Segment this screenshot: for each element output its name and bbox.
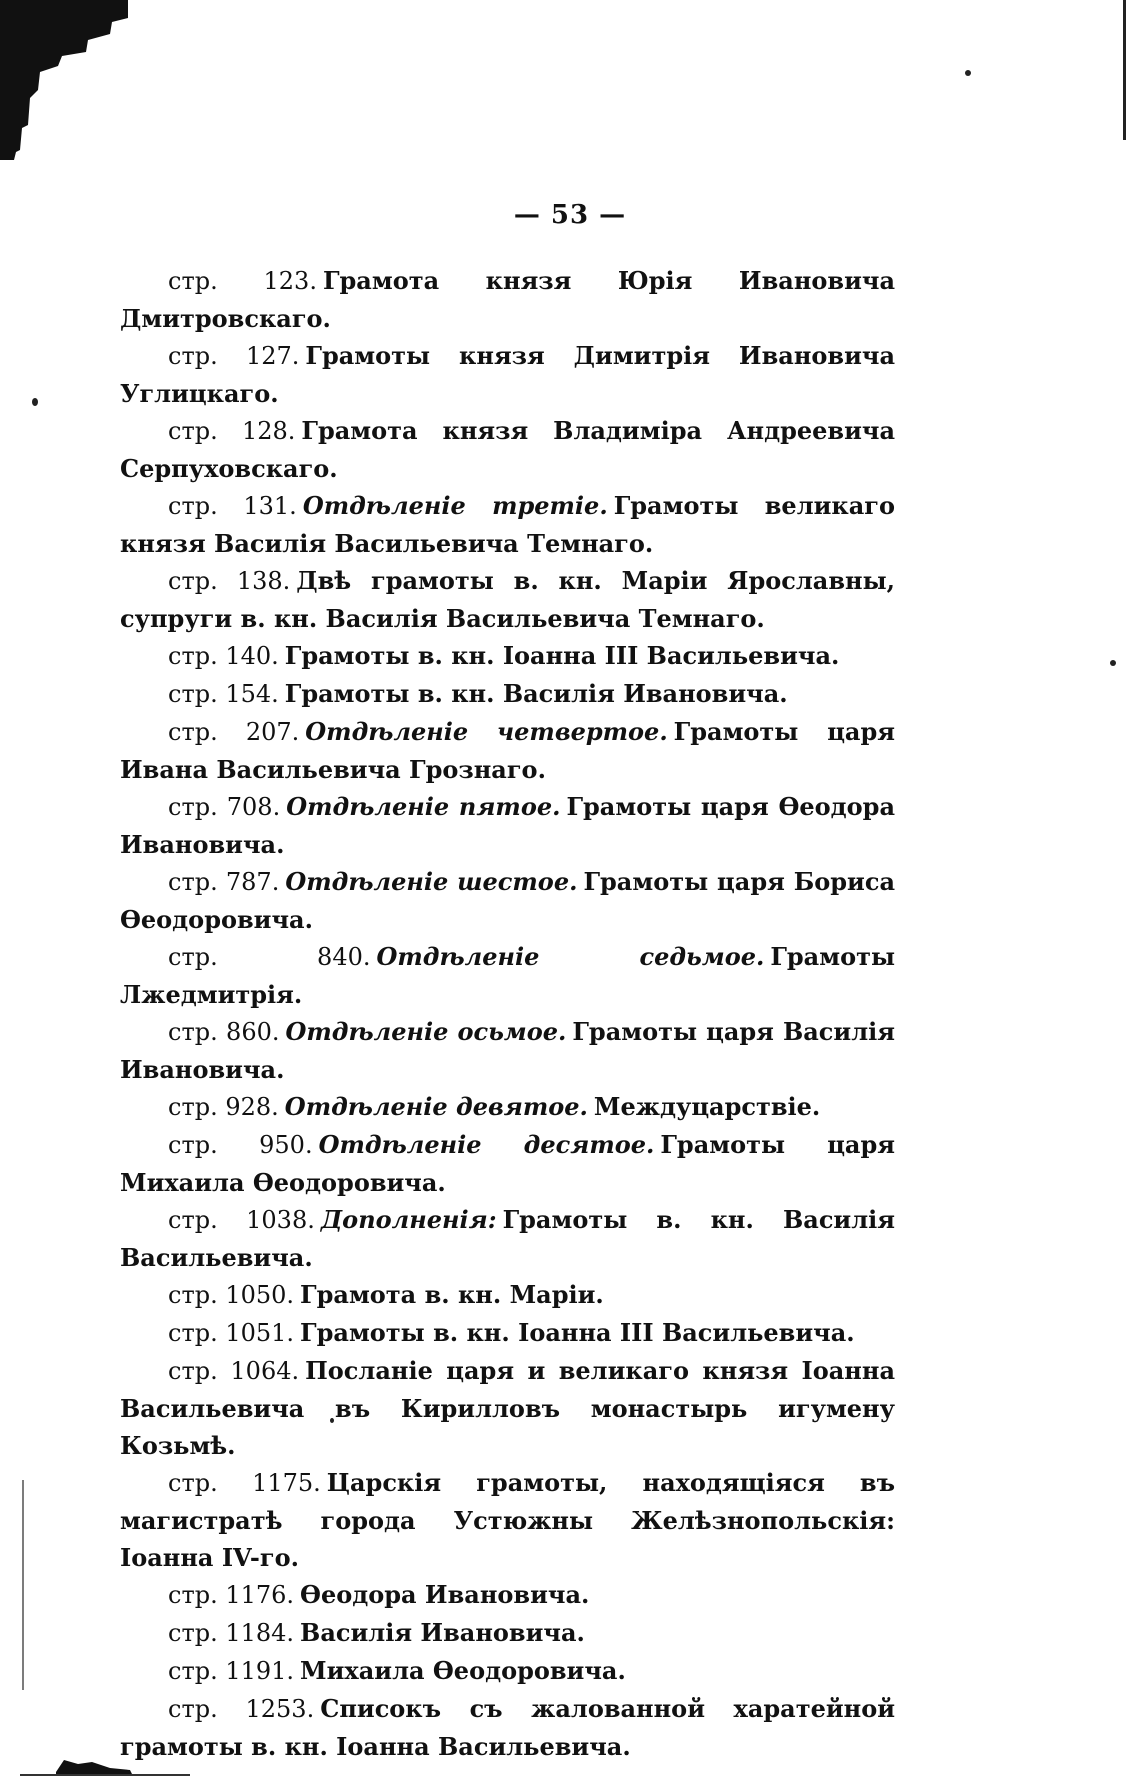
entry	[120, 675, 895, 713]
entry-page-ref: стр. 1064.	[168, 1357, 300, 1385]
entry-page-ref: стр. 1038.	[168, 1206, 315, 1234]
entry-text: Ѳеодора Ивановича.	[300, 1580, 590, 1609]
entry-text: Междуцарствіе.	[593, 1092, 821, 1121]
entry-division: Отдѣленіе десятое.	[318, 1130, 655, 1159]
entry-page-ref: стр. 127.	[168, 342, 300, 370]
entry	[120, 938, 895, 1013]
entry	[120, 262, 895, 337]
entry-page-ref: стр. 207.	[168, 718, 300, 746]
entry-page-ref: стр. 1050.	[168, 1281, 295, 1309]
entry	[120, 562, 895, 637]
entry-division: Отдѣленіе девятое.	[284, 1092, 588, 1121]
entry	[120, 863, 895, 938]
entry-page-ref: стр. 1051.	[168, 1319, 295, 1347]
entry-page-ref: стр. 123.	[168, 267, 317, 295]
scan-speck	[1110, 660, 1116, 666]
entry-text: Грамоты Лжедмитрія.	[120, 942, 896, 1009]
entry-page-ref: стр. 138.	[168, 567, 291, 595]
entry-text: Посланіе царя и великаго князя Іоанна Васильевича въ Кирилловъ монастырь игумену Козьмѣ.	[120, 1356, 895, 1460]
entry-page-ref: стр. 950.	[168, 1131, 313, 1159]
entry	[120, 713, 895, 788]
entry	[120, 1576, 895, 1614]
entry-division: Отдѣленіе осьмое.	[285, 1017, 567, 1046]
entry-page-ref: стр. 860.	[168, 1018, 280, 1046]
entry-text: Грамоты царя Ѳеодора Ивановича.	[120, 792, 895, 859]
entry-text: Двѣ грамоты в. кн. Маріи Ярославны, супруги в. кн. Василія Васильевича Темнаго.	[120, 566, 895, 633]
scan-artifact-corner	[0, 0, 130, 160]
entry	[120, 1352, 895, 1464]
page-number: — 53 —	[513, 200, 627, 230]
entry-text: Грамоты царя Михаила Ѳеодоровича.	[120, 1130, 895, 1197]
entry-text: Грамоты великаго князя Василія Васильевича Темнаго.	[120, 491, 896, 558]
entry-text: Грамоты в. кн. Василія Васильевича.	[120, 1205, 895, 1272]
entry-page-ref: стр. 140.	[168, 642, 279, 670]
entry-text: Списокъ съ жалованной харатейной грамоты в. кн. Іоанна Васильевича.	[120, 1694, 896, 1761]
entry-text: Грамота князя Владиміра Андреевича Серпуховскаго.	[120, 416, 896, 483]
contents-list	[120, 262, 895, 1765]
entry-text: Михаила Ѳеодоровича.	[300, 1656, 626, 1685]
entry-page-ref: стр. 1184.	[168, 1619, 295, 1647]
entry-page-ref: стр. 1176.	[168, 1581, 295, 1609]
entry-text: Грамоты в. кн. Іоанна III Васильевича.	[300, 1318, 855, 1347]
entry	[120, 1652, 895, 1690]
entry-page-ref: стр. 154.	[168, 680, 279, 708]
entry-division: Отдѣленіе седьмое.	[376, 942, 765, 971]
entry-page-ref: стр. 1191.	[168, 1657, 295, 1685]
entry	[120, 1126, 895, 1201]
entry-text: Грамота в. кн. Маріи.	[300, 1280, 604, 1309]
entry-division: Дополненія:	[320, 1205, 497, 1234]
entry	[120, 637, 895, 675]
scan-speck	[32, 398, 38, 406]
entry	[120, 1314, 895, 1352]
entry	[120, 1614, 895, 1652]
scan-edge-line-left	[22, 1480, 24, 1690]
entry-text: Грамоты в. кн. Василія Ивановича.	[284, 679, 788, 708]
entry	[120, 487, 895, 562]
entry-text: Грамоты царя Бориса Ѳеодоровича.	[120, 867, 896, 934]
scan-speck	[965, 70, 971, 76]
entry-division: Отдѣленіе шестое.	[285, 867, 578, 896]
entry	[120, 788, 895, 863]
entry	[120, 1690, 895, 1765]
entry	[120, 1201, 895, 1276]
entry	[120, 1464, 895, 1576]
entry-page-ref: стр. 787.	[168, 868, 280, 896]
entry-division: Отдѣленіе третіе.	[302, 491, 608, 520]
entry-text: Василія Ивановича.	[300, 1618, 585, 1647]
entry-page-ref: стр. 840.	[168, 943, 371, 971]
entry-page-ref: стр. 928.	[168, 1093, 279, 1121]
entry-text: Грамоты царя Василія Ивановича.	[120, 1017, 895, 1084]
entry	[120, 412, 895, 487]
scan-edge-line	[1123, 0, 1126, 140]
entry-page-ref: стр. 1175.	[168, 1469, 321, 1497]
entry-text: Грамоты князя Димитрія Ивановича Углицкаго.	[120, 341, 895, 408]
entry-page-ref: стр. 128.	[168, 417, 296, 445]
entry	[120, 1276, 895, 1314]
entry-text: Грамоты царя Ивана Васильевича Грознаго.	[120, 717, 895, 784]
entry-page-ref: стр. 708.	[168, 793, 281, 821]
entry-division: Отдѣленіе пятое.	[286, 792, 561, 821]
entry	[120, 1088, 895, 1126]
entry	[120, 337, 895, 412]
entry-division: Отдѣленіе четвертое.	[305, 717, 668, 746]
entry-text: Грамоты в. кн. Іоанна III Васильевича.	[284, 641, 840, 670]
entry-text: Царскія грамоты, находящіяся въ магистратѣ города Устюжны Желѣзнопольскія: Іоанна IV-го.	[120, 1468, 896, 1572]
entry	[120, 1013, 895, 1088]
entry-text: Грамота князя Юрія Ивановича Дмитровскаго.	[120, 266, 895, 333]
entry-page-ref: стр. 131.	[168, 492, 297, 520]
entry-page-ref: стр. 1253.	[168, 1695, 315, 1723]
